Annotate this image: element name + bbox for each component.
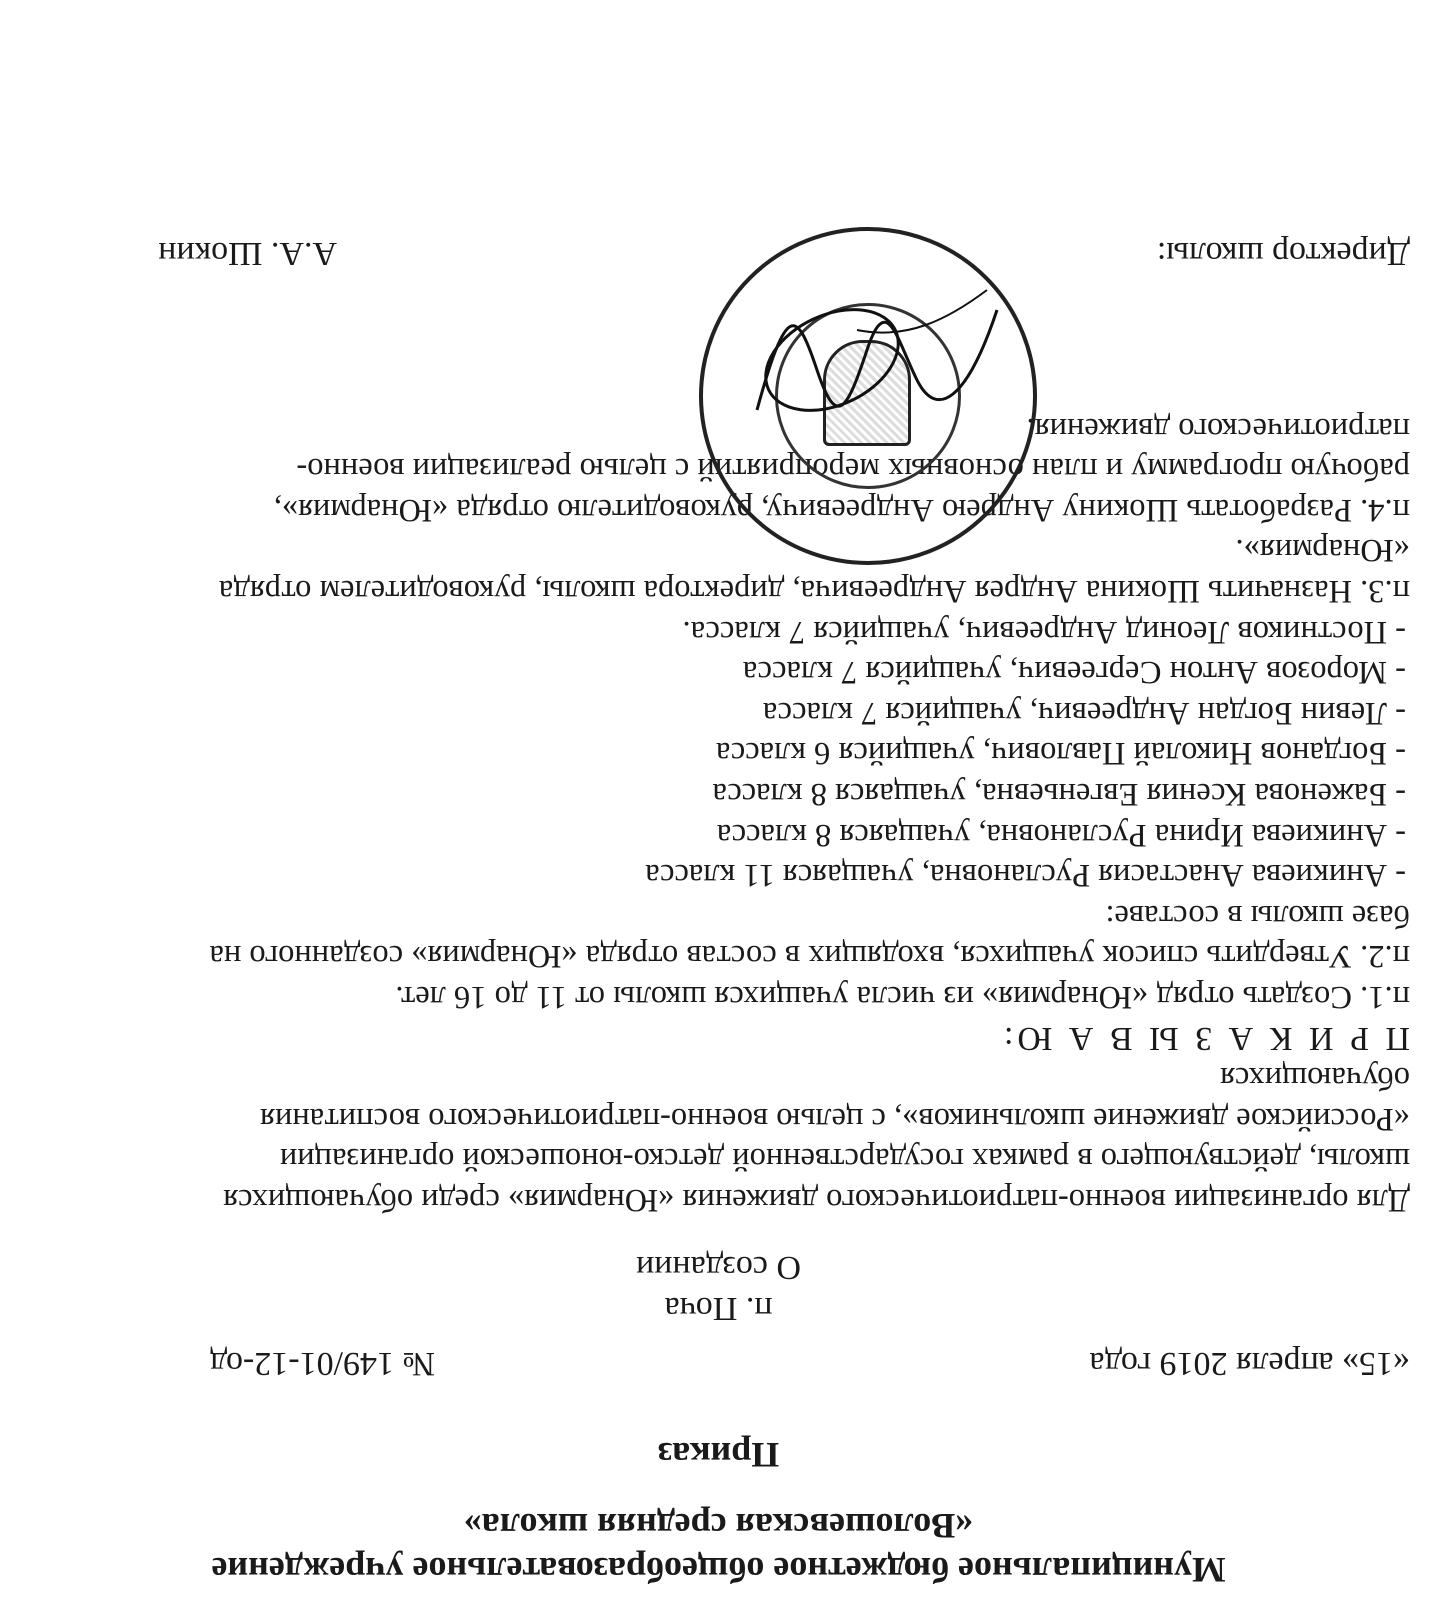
member-list-item: - Баженова Ксения Евгеньевна, учащаяся 8 класса — [712, 776, 1406, 813]
member-list-item: - Богданов Николай Павлович, учащийся 6 класса — [715, 735, 1406, 772]
document-title: Приказ — [657, 1435, 780, 1475]
preamble-line: «Российское движение школьников», с целью военно-патриотического воспитания — [259, 1100, 1410, 1137]
member-list-item: - Постников Леонид Андреевич, учащийся 7 класса. — [682, 613, 1406, 650]
member-list-item: - Аникиева Анастасия Руслановна, учащаяся 11 класса — [645, 857, 1406, 894]
preamble-line: школы, действующего в рамках государственной детско-юношеской организации — [279, 1141, 1410, 1178]
item-1: п.1. Создать отряд «Юнармия» из числа учащихся школы от 11 до 16 лет. — [395, 979, 1410, 1016]
signature-label: Директор школы: — [1156, 235, 1410, 272]
signatory-name: А.А. Шокин — [158, 235, 337, 272]
order-place: п. Поча — [664, 1290, 773, 1327]
document-body — [20, 408, 1410, 1220]
order-number: № 149/01-12-од — [209, 1345, 435, 1382]
item-2-line-2: базе школы в составе: — [1105, 897, 1410, 934]
organization-header — [0, 1504, 1437, 1592]
preamble-line: обучающихся — [1220, 1060, 1410, 1097]
member-list-item: - Морозов Антон Сергеевич, учащийся 7 класса — [742, 654, 1406, 691]
organization-line-1: Муниципальное бюджетное общеобразовательное учреждение — [211, 1550, 1226, 1590]
preamble-line: Для организации военно-патриотического движения «Юнармия» среди обучающихся — [223, 1182, 1410, 1218]
member-list-item: - Аникиева Ирина Руслановна, учащаяся 8 класса — [716, 816, 1406, 853]
item-4-line-1: п.4. Разработать Шокину Андрею Андреевичу, руководителю отряда «Юнармия», — [273, 491, 1410, 528]
member-list-item: - Левин Богдан Андреевич, учащийся 7 класса — [762, 694, 1406, 731]
item-3-line-1: п.3. Назначить Шокина Андрея Андреевича, директора школы, руководителем отряда — [218, 573, 1410, 610]
item-2-line-1: п.2. Утвердить список учащихся, входящих в состав отряда «Юнармия» созданного на — [209, 938, 1410, 975]
item-3-line-2: «Юнармия». — [1235, 532, 1410, 569]
order-word: П Р И К А З Ы В А Ю: — [999, 1019, 1410, 1057]
item-4-line-3: патриотического движения. — [1026, 410, 1410, 447]
order-subject: О создании — [636, 1249, 801, 1286]
organization-line-2: «Волошевская средняя школа» — [463, 1506, 974, 1546]
order-date: «15» апреля 2019 года — [1089, 1345, 1410, 1382]
handwritten-signature — [747, 280, 1007, 440]
item-4-line-2: рабочую программу и план основных мероприятий с целью реализации военно- — [296, 451, 1410, 488]
